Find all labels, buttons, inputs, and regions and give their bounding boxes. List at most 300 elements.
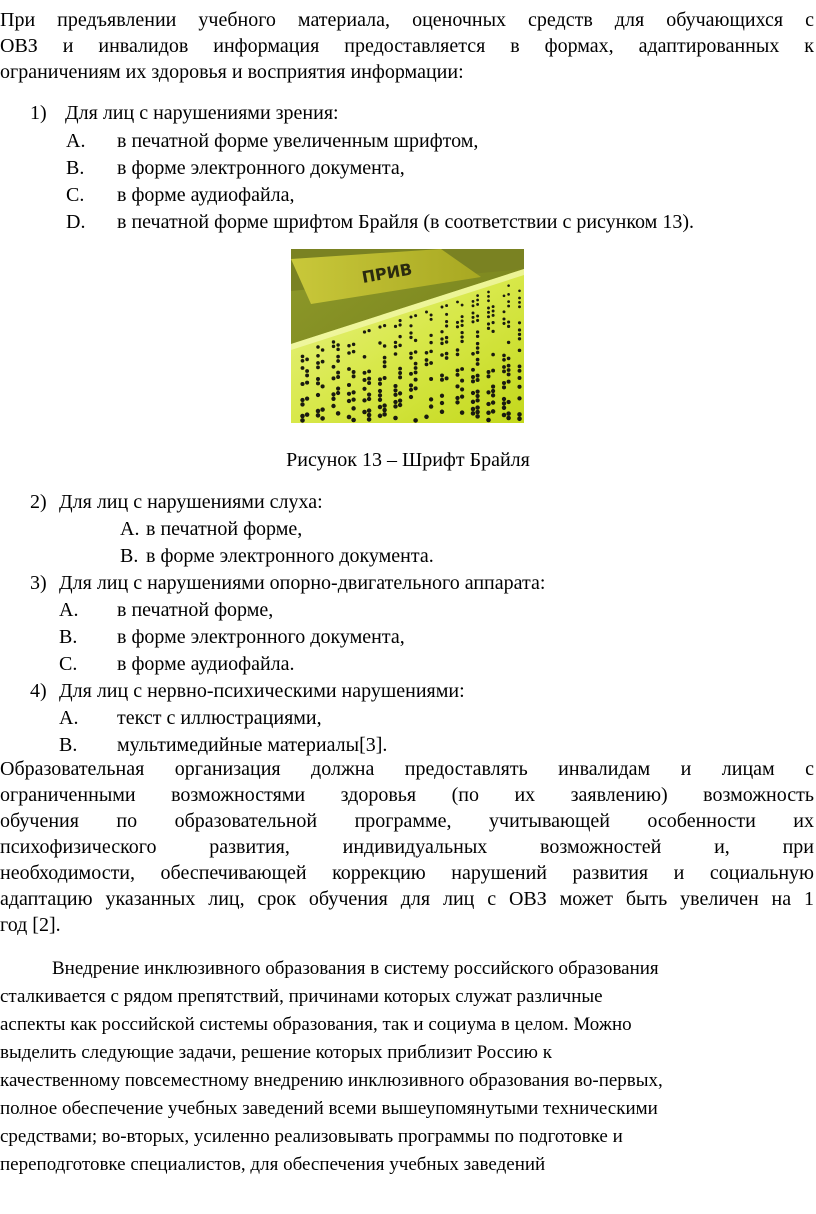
braille-dot [409, 331, 412, 334]
list-item-letter: C. [66, 184, 85, 206]
braille-dot [491, 385, 495, 389]
braille-dot [316, 361, 320, 365]
paragraph-line: выделить следующие задачи, решение которых приблизит Россию к [0, 1042, 552, 1063]
braille-dot [475, 414, 480, 419]
braille-dot [367, 397, 371, 401]
braille-dot [518, 301, 521, 304]
braille-dot [362, 387, 366, 391]
braille-dot [393, 416, 398, 421]
braille-dot [316, 409, 320, 413]
braille-dot [440, 330, 443, 333]
paragraph-line: Внедрение инклюзивного образования в систему российского образования [52, 958, 659, 979]
braille-dot [331, 404, 335, 408]
braille-dot [502, 322, 505, 325]
braille-dot [440, 373, 444, 377]
braille-dot [487, 327, 490, 330]
braille-dot [518, 376, 522, 380]
braille-dot [486, 402, 490, 406]
sign-lettering: ПРИВ [360, 259, 414, 287]
list-item: текст с иллюстрациями, [117, 707, 322, 729]
braille-dot [362, 410, 367, 415]
braille-dot [518, 369, 522, 373]
braille-dot [398, 367, 402, 371]
braille-dot [321, 348, 325, 352]
braille-dot [476, 351, 480, 355]
braille-dot [460, 387, 464, 391]
braille-dot [347, 392, 351, 396]
braille-dot [487, 322, 490, 325]
braille-dot [336, 375, 340, 379]
list-item: в форме электронного документа. [146, 545, 434, 567]
braille-dot [316, 345, 320, 349]
list-title: Для лиц с нервно-психическими нарушениями: [59, 680, 465, 702]
braille-dot [414, 362, 418, 366]
braille-dot [507, 293, 510, 296]
braille-dot [347, 415, 352, 420]
braille-dot [367, 369, 371, 373]
braille-dot [409, 352, 413, 356]
braille-dot [517, 412, 522, 417]
list-title: Для лиц с нарушениями зрения: [65, 102, 339, 124]
braille-dot [363, 330, 366, 333]
list-item: в печатной форме, [146, 518, 303, 540]
braille-dot [518, 333, 521, 336]
braille-dot [429, 361, 433, 365]
braille-dot [486, 390, 490, 394]
braille-dot [491, 393, 495, 397]
braille-dot [394, 345, 397, 348]
braille-dot [487, 291, 490, 294]
braille-dot [347, 383, 351, 387]
braille-dot [461, 315, 464, 318]
braille-dot [336, 343, 339, 346]
braille-dot [456, 353, 460, 357]
braille-dot [378, 393, 382, 397]
braille-dot [461, 319, 464, 322]
braille-dot [399, 319, 402, 322]
braille-dot [487, 307, 490, 310]
braille-dot [351, 418, 356, 423]
braille-dot [409, 372, 413, 376]
braille-dot [347, 344, 350, 347]
intro-line: ОВЗ и инвалидов информация предоставляется в формах, адаптированных к [0, 35, 814, 57]
braille-dot [502, 381, 506, 385]
braille-dot [440, 410, 444, 414]
braille-dot [409, 395, 413, 399]
braille-dot [506, 416, 511, 421]
list-item-letter: A. [120, 518, 140, 540]
braille-dot [471, 407, 475, 411]
braille-dot [331, 397, 335, 401]
braille-dot [316, 381, 320, 385]
list-item-letter: C. [59, 653, 78, 675]
list-item: в форме электронного документа, [117, 157, 405, 179]
braille-dot [378, 389, 382, 393]
braille-dot [347, 351, 351, 355]
braille-dot [460, 394, 464, 398]
braille-dot [378, 414, 383, 419]
braille-dot [460, 335, 463, 338]
braille-dot [351, 397, 355, 401]
list-item: в печатной форме увеличенным шрифтом, [117, 130, 479, 152]
braille-dot [414, 386, 418, 390]
braille-dot [440, 353, 444, 357]
braille-dot [507, 341, 510, 344]
braille-dot [471, 375, 475, 379]
braille-dot [332, 376, 336, 380]
braille-dot [487, 370, 491, 374]
braille-dot [409, 356, 413, 360]
braille-dot [383, 324, 386, 327]
braille-dot [363, 371, 367, 375]
braille-dot [393, 400, 397, 404]
braille-dot [429, 341, 432, 344]
braille-dot [425, 351, 429, 355]
braille-dot [305, 373, 309, 377]
braille-dot [460, 367, 464, 371]
braille-dot [471, 379, 475, 383]
braille-dot [507, 320, 510, 323]
braille-dot [476, 294, 479, 297]
braille-dot [352, 374, 356, 378]
paragraph-line: Образовательная организация должна предоставлять инвалидам и лицам с [0, 758, 814, 780]
list-item-letter: D. [66, 211, 86, 233]
braille-dot [492, 321, 495, 324]
braille-dot [414, 339, 417, 342]
braille-dot [476, 314, 479, 317]
list-item: мультимедийные материалы[3]. [117, 734, 388, 756]
paragraph-line: аспекты как российской системы образования, так и социума в целом. Можно [0, 1014, 632, 1035]
braille-dot [455, 400, 459, 404]
braille-dot [336, 391, 340, 395]
list-number: 3) [30, 572, 47, 594]
braille-dot [414, 350, 418, 354]
braille-dot [460, 379, 464, 383]
braille-dot [491, 389, 495, 393]
braille-dot [440, 378, 444, 382]
braille-dot [491, 353, 495, 357]
braille-dot [503, 310, 506, 313]
braille-dot [398, 375, 402, 379]
braille-dot [456, 321, 459, 324]
braille-dot [300, 402, 304, 406]
braille-dot [517, 396, 521, 400]
braille-dot [440, 401, 444, 405]
list-item-letter: A. [59, 599, 79, 621]
braille-dot [456, 373, 460, 377]
braille-dot [486, 418, 491, 423]
braille-dot [455, 384, 459, 388]
braille-dot [476, 303, 479, 306]
paragraph-line: психофизического развития, индивидуальных возможностей и, при [0, 836, 814, 858]
braille-dot [409, 383, 413, 387]
braille-dot [492, 305, 495, 308]
braille-dot [486, 411, 491, 416]
braille-dot [471, 316, 474, 319]
braille-dot [399, 323, 402, 326]
braille-dot [398, 335, 401, 338]
braille-dot [507, 372, 511, 376]
braille-dot [445, 313, 448, 316]
braille-dot [445, 376, 449, 380]
braille-dot [445, 336, 448, 339]
braille-dot [305, 396, 309, 400]
braille-dot [492, 314, 495, 317]
braille-dot [507, 380, 511, 384]
braille-dot [456, 301, 459, 304]
braille-dot [414, 366, 418, 370]
braille-dot [445, 320, 448, 323]
braille-dot [316, 413, 321, 418]
braille-dot [378, 341, 381, 344]
braille-dot [502, 406, 506, 410]
braille-dot [476, 362, 480, 366]
list-title: Для лиц с нарушениями слуха: [59, 491, 323, 513]
braille-dot [518, 365, 522, 369]
braille-dot [502, 401, 506, 405]
braille-dot [517, 385, 521, 389]
braille-dot [487, 374, 491, 378]
braille-dot [367, 417, 372, 422]
braille-dot [518, 297, 521, 300]
braille-dot [471, 352, 475, 356]
braille-dot [336, 371, 340, 375]
braille-dot [471, 320, 474, 323]
braille-dot [507, 284, 510, 287]
braille-dot [492, 310, 495, 313]
braille-dot [476, 346, 480, 350]
braille-dot [367, 329, 370, 332]
braille-dot [300, 382, 304, 386]
braille-dot [507, 357, 511, 361]
braille-dot [487, 299, 490, 302]
braille-dot [301, 366, 305, 370]
braille-dot [518, 321, 521, 324]
braille-dot [300, 418, 305, 423]
braille-dot [471, 368, 475, 372]
braille-dot [506, 400, 510, 404]
braille-dot [398, 398, 402, 402]
braille-dot [332, 345, 335, 348]
braille-dot [383, 344, 386, 347]
braille-dot [398, 344, 401, 347]
intro-line: ограничениям их здоровья и восприятия информации: [0, 61, 464, 83]
braille-dot [487, 295, 490, 298]
figure-caption: Рисунок 13 – Шрифт Брайля [286, 449, 530, 471]
braille-dot [367, 408, 371, 412]
braille-dot [347, 399, 351, 403]
braille-dot [409, 336, 412, 339]
braille-dot [476, 335, 479, 338]
braille-dot [378, 405, 382, 409]
braille-dot [429, 350, 433, 354]
braille-dot [321, 384, 325, 388]
braille-dot [506, 411, 511, 416]
braille-dot [455, 396, 459, 400]
list-item: в форме аудиофайла, [117, 184, 295, 206]
list-item-letter: B. [59, 734, 78, 756]
list-item: в печатной форме шрифтом Брайля (в соответствии с рисунком 13). [117, 211, 694, 233]
braille-dot [352, 350, 356, 354]
braille-dot [518, 349, 522, 353]
braille-dot [383, 365, 387, 369]
braille-dot [487, 311, 490, 314]
braille-dot [502, 354, 506, 358]
braille-dot [460, 340, 463, 343]
list-item: в форме аудиофайла. [117, 653, 295, 675]
list-item-letter: A. [59, 707, 79, 729]
braille-dot [409, 388, 413, 392]
paragraph-line: год [2]. [0, 914, 61, 936]
braille-dot [472, 312, 475, 315]
list-item-letter: B. [120, 545, 139, 567]
list-title: Для лиц с нарушениями опорно-двигательного аппарата: [59, 572, 546, 594]
braille-dot [476, 319, 479, 322]
braille-dot [409, 324, 412, 327]
braille-dot [476, 330, 479, 333]
braille-dot [503, 294, 506, 297]
braille-dot [382, 408, 386, 412]
list-item-letter: B. [59, 626, 78, 648]
braille-dot [332, 340, 335, 343]
braille-dot [461, 304, 464, 307]
braille-dot [393, 384, 397, 388]
braille-dot [507, 300, 510, 303]
braille-dot [425, 363, 429, 367]
braille-dot [336, 348, 340, 352]
braille-dot [301, 355, 305, 359]
braille-dot [460, 410, 465, 415]
braille-dot [424, 415, 429, 420]
braille-dot [517, 417, 522, 422]
braille-dot [507, 325, 510, 328]
paragraph-line: переподготовке специалистов, для обеспечения учебных заведений [0, 1154, 546, 1175]
braille-dot [332, 365, 336, 369]
braille-image [291, 249, 524, 423]
braille-dot [378, 382, 382, 386]
braille-dot [460, 331, 463, 334]
braille-dot [445, 304, 448, 307]
braille-dot [502, 358, 506, 362]
braille-dot [331, 392, 335, 396]
braille-dot [305, 381, 309, 385]
braille-dot [316, 366, 320, 370]
list-item: в форме электронного документа, [117, 626, 405, 648]
braille-dot [363, 378, 367, 382]
braille-dot [487, 315, 490, 318]
braille-dot [491, 400, 495, 404]
braille-dot [472, 304, 475, 307]
braille-dot [300, 414, 305, 419]
braille-dot [394, 325, 397, 328]
braille-dot [471, 411, 476, 416]
braille-dot [445, 324, 448, 327]
braille-dot [502, 369, 506, 373]
braille-dot [476, 374, 480, 378]
braille-dot [507, 364, 511, 368]
braille-dot [363, 355, 367, 359]
braille-dot [383, 356, 387, 360]
list-item-letter: A. [66, 130, 86, 152]
braille-dot [414, 378, 418, 382]
braille-dot [430, 314, 433, 317]
braille-dot [367, 413, 372, 418]
braille-dot [398, 391, 402, 395]
braille-dot [456, 348, 460, 352]
braille-dot [336, 387, 340, 391]
braille-dot [429, 404, 433, 408]
braille-dot [320, 416, 325, 421]
list-item-letter: B. [66, 157, 85, 179]
braille-dot [305, 358, 309, 362]
braille-dot [367, 392, 371, 396]
braille-dot [352, 343, 355, 346]
braille-dot [321, 360, 325, 364]
braille-dot [456, 325, 459, 328]
braille-dot [367, 377, 371, 381]
braille-dot [316, 377, 320, 381]
braille-dot [429, 397, 433, 401]
braille-dot [441, 306, 444, 309]
braille-dot [461, 324, 464, 327]
braille-dot [502, 397, 506, 401]
braille-dot [445, 340, 448, 343]
list-number: 4) [30, 680, 47, 702]
braille-dot [502, 365, 506, 369]
braille-dot [382, 403, 386, 407]
braille-dot [305, 369, 309, 373]
braille-dot [502, 413, 507, 418]
braille-dot [491, 330, 494, 333]
braille-dot [352, 390, 356, 394]
braille-dot [367, 381, 371, 385]
braille-dot [352, 370, 356, 374]
braille-dot [409, 315, 412, 318]
paragraph-line: средствами; во-вторых, усиленно реализовывать программы по подготовке и [0, 1126, 623, 1147]
paragraph-line: ограниченными возможностями здоровья (по их заявлению) возможность [0, 784, 814, 806]
braille-dot [347, 367, 351, 371]
braille-dot [336, 355, 340, 359]
braille-dot [502, 317, 505, 320]
braille-dot [336, 359, 340, 363]
braille-dot [471, 400, 475, 404]
braille-dot [425, 358, 429, 362]
braille-dot [393, 393, 397, 397]
braille-dot [382, 412, 387, 417]
braille-dot [476, 342, 479, 345]
list-item: в печатной форме, [117, 599, 274, 621]
braille-dot [378, 398, 382, 402]
braille-dot [475, 398, 479, 402]
braille-dot [445, 352, 449, 356]
braille-dot [316, 393, 320, 397]
braille-dot [518, 289, 521, 292]
list-number: 2) [30, 491, 47, 513]
braille-dot [440, 394, 444, 398]
braille-dot [518, 328, 521, 331]
braille-dot [476, 390, 480, 394]
braille-dot [394, 352, 398, 356]
braille-dot [378, 325, 381, 328]
braille-dot [475, 394, 479, 398]
braille-dot [305, 412, 310, 417]
braille-dot [518, 305, 521, 308]
braille-dot [300, 398, 304, 402]
braille-dot [393, 404, 397, 408]
braille-dot [378, 377, 382, 381]
braille-dot [383, 360, 387, 364]
braille-dot [316, 354, 320, 358]
